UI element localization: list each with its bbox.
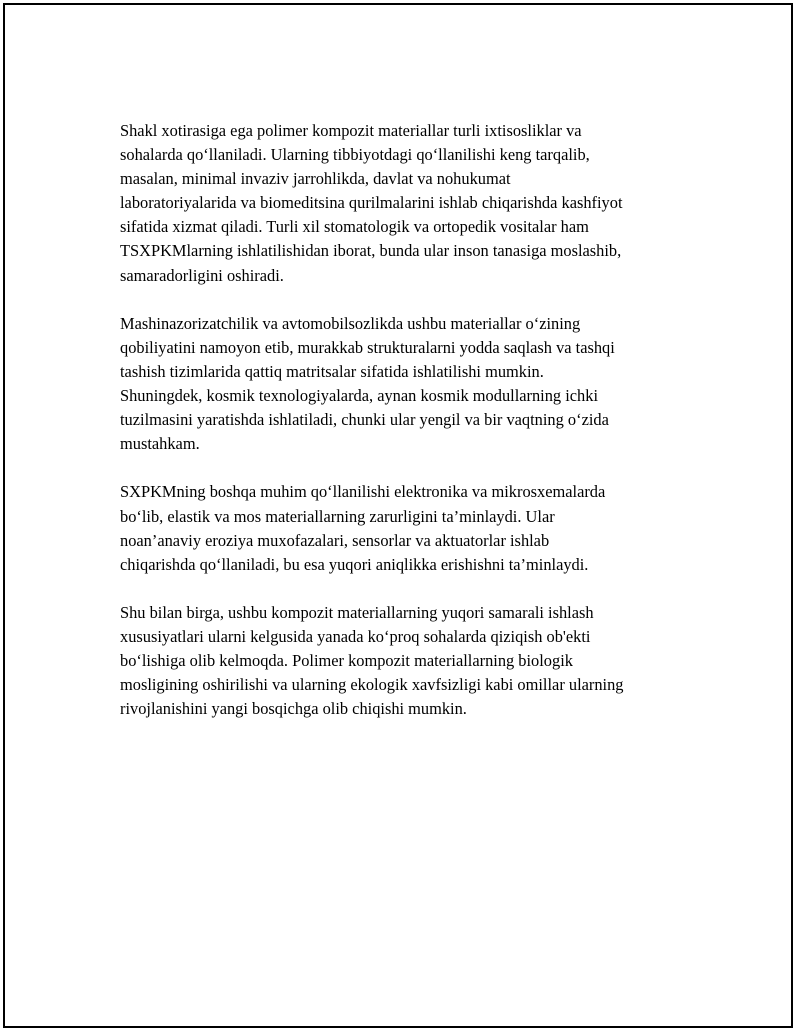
text-line: sifatida xizmat qiladi. Turli xil stomatologik va ortopedik vositalar ham	[120, 217, 589, 237]
text-line: bo‘lib, elastik va mos materiallarning zarurligini ta’minlaydi. Ular	[120, 506, 555, 526]
paragraph-1	[120, 119, 695, 288]
text-line: Shu bilan birga, ushbu kompozit materiallarning yuqori samarali ishlash	[120, 602, 594, 622]
text-line: SXPKMning boshqa muhim qo‘llanilishi elektronika va mikrosxemalarda	[120, 482, 606, 502]
text-line: mosligining oshirilishi va ularning ekologik xavfsizligi kabi omillar ularning	[120, 675, 624, 695]
document-body	[120, 119, 695, 745]
text-line: bo‘lishiga olib kelmoqda. Polimer kompozit materiallarning biologik	[120, 651, 573, 671]
text-line: noan’anaviy eroziya muxofazalari, sensorlar va aktuatorlar ishlab	[120, 530, 550, 550]
page-frame	[3, 3, 793, 1028]
text-line: TSXPKMlarning ishlatilishidan iborat, bunda ular inson tanasiga moslashib,	[120, 241, 622, 261]
text-line: samaradorligini oshiradi.	[120, 265, 284, 285]
text-line: laboratoriyalarida va biomeditsina qurilmalarini ishlab chiqarishda kashfiyot	[120, 193, 623, 213]
text-line: chiqarishda qo‘llaniladi, bu esa yuqori aniqlikka erishishni ta’minlaydi.	[120, 554, 589, 574]
text-line: Shakl xotirasiga ega polimer kompozit materiallar turli ixtisosliklar va	[120, 121, 582, 140]
text-line: qobiliyatini namoyon etib, murakkab strukturalarni yodda saqlash va tashqi	[120, 337, 615, 357]
text-line: xususiyatlari ularni kelgusida yanada ko‘proq sohalarda qiziqish ob'ekti	[120, 626, 591, 646]
text-line: masalan, minimal invaziv jarrohlikda, davlat va nohukumat	[120, 169, 511, 189]
paragraph-2	[120, 312, 695, 457]
text-line: rivojlanishini yangi bosqichga olib chiqishi mumkin.	[120, 699, 467, 719]
text-line: Mashinazorizatchilik va avtomobilsozlikda ushbu materiallar o‘zining	[120, 313, 581, 333]
paragraph-3	[120, 480, 695, 576]
paragraph-4	[120, 601, 695, 721]
text-line: mustahkam.	[120, 434, 200, 454]
text-line: tashish tizimlarida qattiq matritsalar sifatida ishlatilishi mumkin.	[120, 361, 544, 381]
text-line: Shuningdek, kosmik texnologiyalarda, aynan kosmik modullarning ichki	[120, 386, 598, 406]
text-line: tuzilmasini yaratishda ishlatiladi, chunki ular yengil va bir vaqtning o‘zida	[120, 410, 609, 430]
text-line: sohalarda qo‘llaniladi. Ularning tibbiyotdagi qo‘llanilishi keng tarqalib,	[120, 145, 590, 165]
